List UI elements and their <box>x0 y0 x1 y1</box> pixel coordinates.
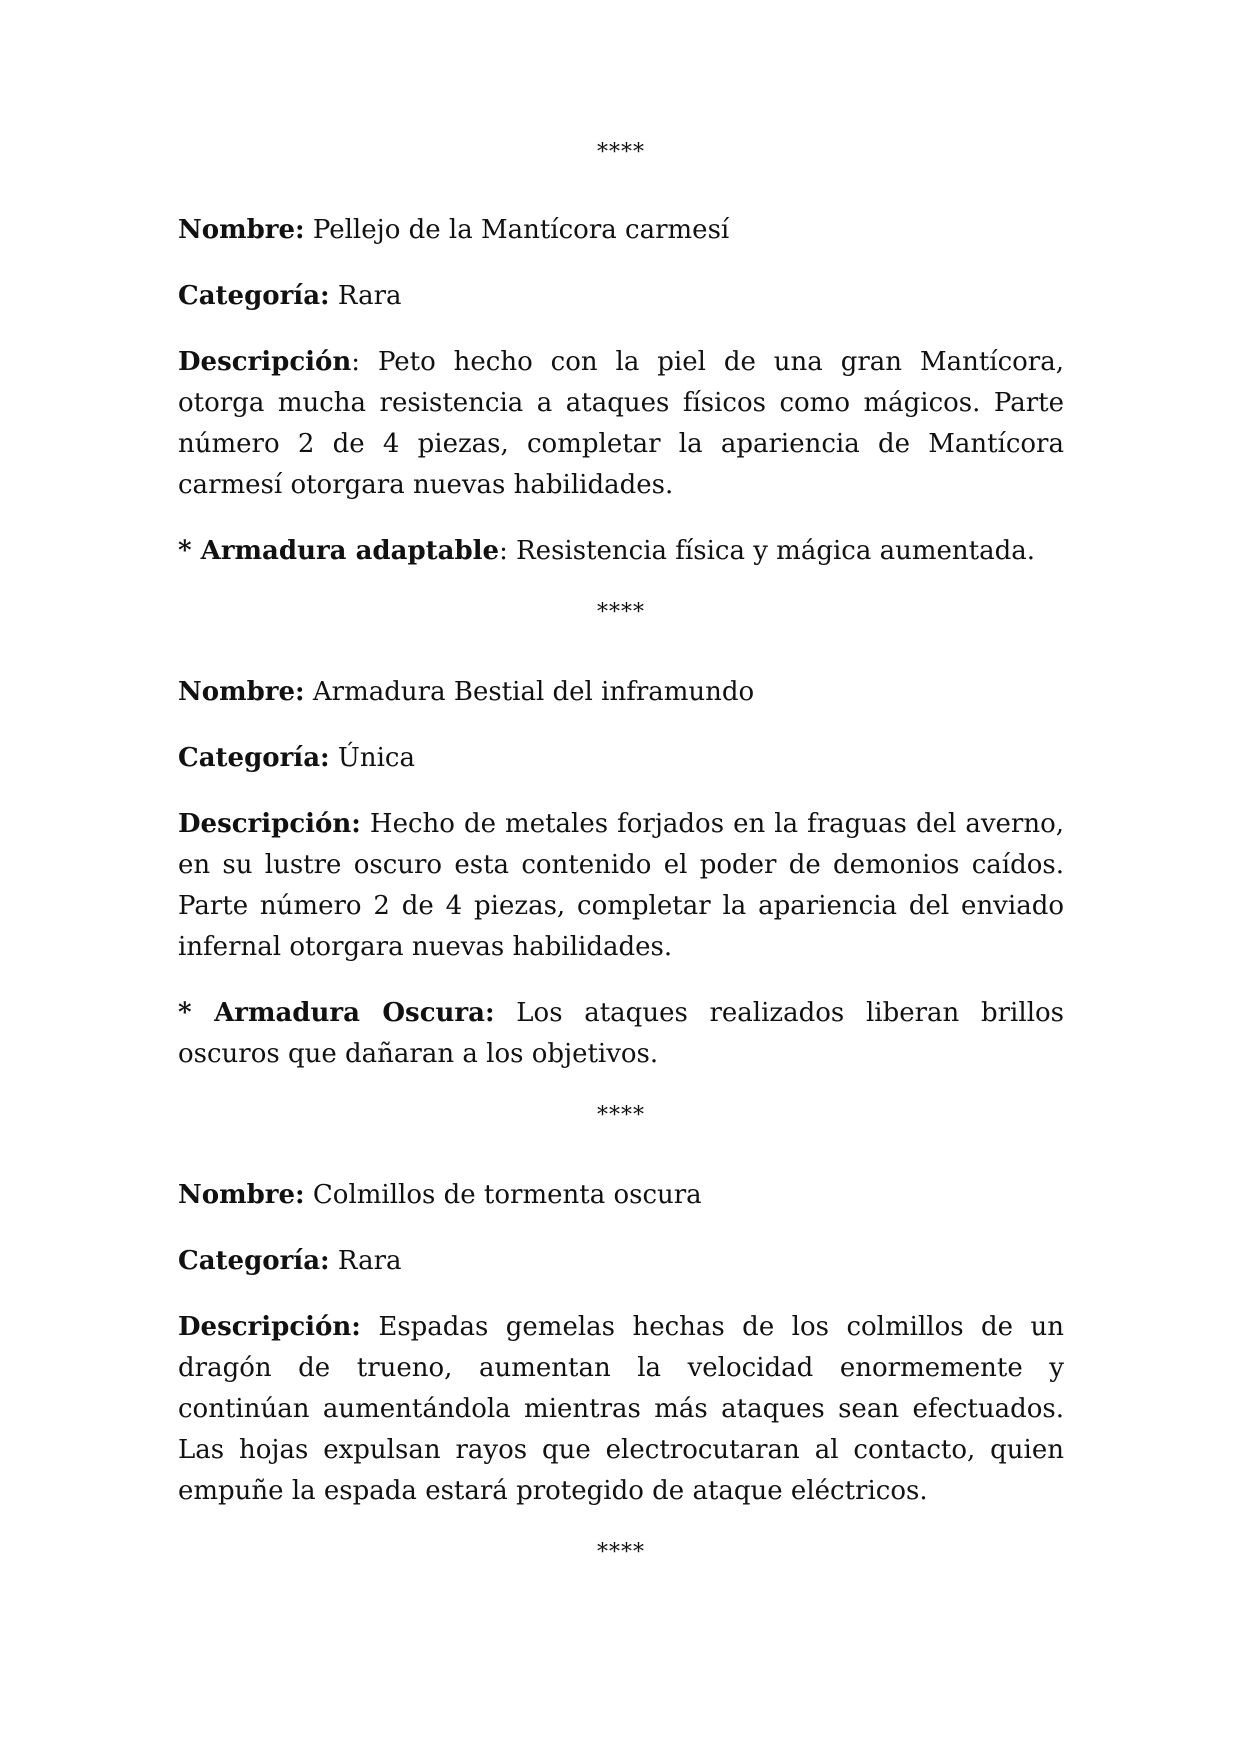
item-category <box>178 738 1064 779</box>
ability-prefix: * <box>178 536 201 566</box>
description-value: : Peto hecho con la piel de una gran Mantícora, otorga mucha resistencia a ataques físicos como mágicos. Parte número 2 de 4 piezas, completar la apariencia de Mantícora carmesí otorgara nuevas habilidades. <box>178 347 1064 500</box>
name-label: Nombre: <box>178 1180 305 1210</box>
separator: **** <box>597 140 645 165</box>
category-label: Categoría: <box>178 743 330 773</box>
category-value: Rara <box>337 281 402 311</box>
category-value: Rara <box>337 1246 402 1276</box>
item-description <box>178 342 1064 506</box>
separator: **** <box>597 600 645 625</box>
name-value: Colmillos de tormenta oscura <box>312 1180 702 1210</box>
ability-prefix: * <box>178 998 215 1028</box>
item-name <box>178 210 1064 251</box>
description-label: Descripción: <box>178 809 361 839</box>
item-name <box>178 1175 1064 1216</box>
ability-label: Armadura adaptable <box>200 536 500 566</box>
ability-label: Armadura Oscura: <box>214 998 495 1028</box>
description-label: Descripción <box>178 347 352 377</box>
item-ability <box>178 993 1064 1075</box>
category-label: Categoría: <box>178 1246 330 1276</box>
description-value: Hecho de metales forjados en la fraguas del averno, en su lustre oscuro esta contenido el poder de demonios caídos. Parte número 2 de 4 piezas, completar la apariencia del enviado infernal otorgara nuevas habilidades. <box>178 809 1065 962</box>
name-value: Pellejo de la Mantícora carmesí <box>312 215 730 245</box>
ability-value: Los ataques realizados liberan brillos oscuros que dañaran a los objetivos. <box>178 998 1065 1069</box>
name-label: Nombre: <box>178 215 305 245</box>
item-category <box>178 276 1064 317</box>
description-label: Descripción: <box>178 1312 361 1342</box>
item-name <box>178 672 1064 713</box>
item-ability <box>178 531 1064 572</box>
item-category <box>178 1241 1064 1282</box>
description-value: Espadas gemelas hechas de los colmillos de un dragón de trueno, aumentan la velocidad enormemente y continúan aumentándola mientras más ataques sean efectuados. Las hojas expulsan rayos que electrocutaran al contacto, quien empuñe la espada estará protegido de ataque eléctricos. <box>178 1312 1065 1506</box>
item-description <box>178 804 1064 968</box>
ability-value: : Resistencia física y mágica aumentada. <box>499 536 1035 566</box>
document-page <box>178 140 1064 1566</box>
name-value: Armadura Bestial del inframundo <box>312 677 755 707</box>
name-label: Nombre: <box>178 677 305 707</box>
category-value: Única <box>337 743 415 773</box>
item-description <box>178 1307 1064 1512</box>
separator: **** <box>597 1540 645 1565</box>
separator: **** <box>597 1103 645 1128</box>
category-label: Categoría: <box>178 281 330 311</box>
